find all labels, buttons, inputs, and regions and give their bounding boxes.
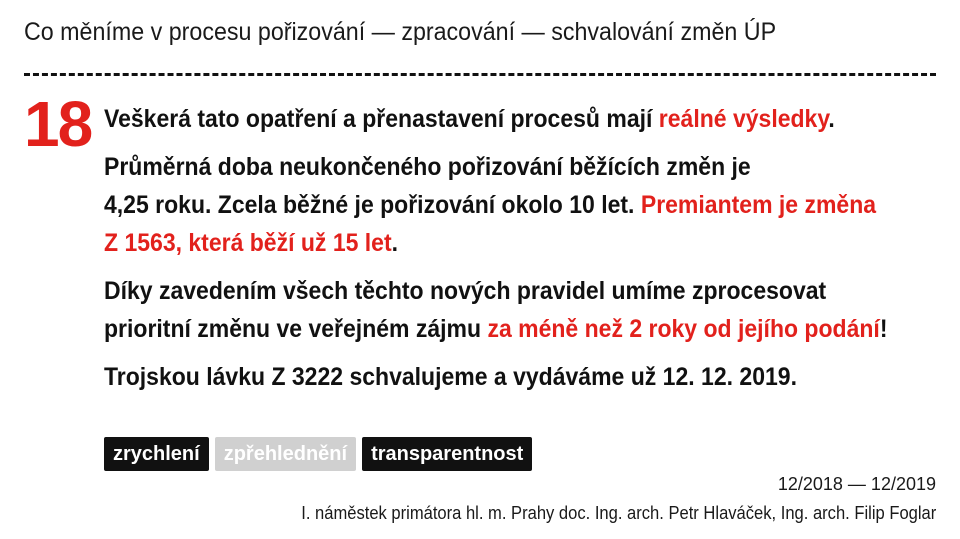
dashed-divider [24, 73, 936, 76]
paragraph-duration [104, 148, 877, 262]
paragraph-results [104, 100, 877, 138]
paragraph-troja-bridge [104, 358, 877, 396]
paragraph-end: ! [879, 315, 888, 343]
tag-acceleration: zrychlení [104, 437, 209, 471]
tag-list [104, 437, 532, 471]
tag-transparency: transparentnost [362, 437, 532, 471]
page-title: Co měníme v procesu pořizování — zpracování — schvalování změn ÚP [24, 18, 777, 46]
paragraph-line: prioritní změnu ve veřejném zájmu [104, 315, 488, 343]
paragraph-end: . [391, 229, 399, 257]
credits: I. náměstek primátora hl. m. Prahy doc. Ing. arch. Petr Hlaváček, Ing. arch. Filip Foglar [300, 503, 936, 523]
highlight-results: reálné výsledky [658, 105, 829, 133]
paragraph-new-rules [104, 272, 888, 348]
slide-content [104, 100, 944, 406]
date-range: 12/2018 — 12/2019 [777, 474, 936, 494]
tag-clarity: zpřehlednění [215, 437, 356, 471]
paragraph-line: Průměrná doba neukončeného pořizování běžících změn je [104, 153, 751, 181]
slide-number: 18 [24, 88, 92, 160]
paragraph-text: Veškerá tato opatření a přenastavení procesů mají [104, 105, 659, 133]
paragraph-text: Trojskou lávku Z 3222 schvalujeme a vydáváme už 12. 12. 2019. [104, 363, 797, 391]
paragraph-line: Díky zavedením všech těchto nových pravidel umíme zprocesovat [104, 277, 827, 305]
highlight-two-years: za méně než 2 roky od jejího podání [487, 315, 880, 343]
highlight-premiant: Premiantem je změna [640, 191, 877, 219]
paragraph-line: 4,25 roku. Zcela běžné je pořizování okolo 10 let. [104, 191, 641, 219]
paragraph-end: . [828, 105, 835, 133]
highlight-change-number: Z 1563, která běží už 15 let [104, 229, 392, 257]
